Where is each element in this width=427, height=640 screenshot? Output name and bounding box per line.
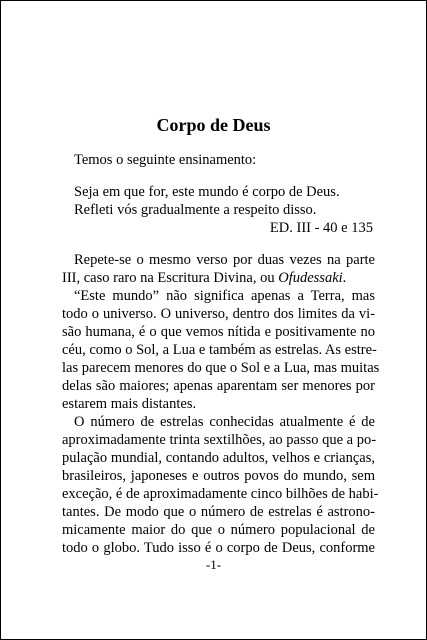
- body-line-text: III, caso raro na Escritura Divina, ou: [62, 270, 279, 286]
- chapter-title: Corpo de Deus: [156, 115, 271, 135]
- body-line: tantes. De modo que o número de estrelas é astrono-: [62, 504, 375, 520]
- intro-line: Temos o seguinte ensinamento:: [74, 152, 257, 168]
- body-line: O número de estrelas conhecidas atualmente é de: [74, 414, 375, 430]
- body-line: pulação mundial, contando adultos, velhos e crianças,: [62, 450, 375, 466]
- body-line: “Este mundo” não significa apenas a Terra, mas: [74, 288, 375, 304]
- quote-reference: ED. III - 40 e 135: [269, 220, 373, 236]
- body-line: estarem mais distantes.: [62, 396, 197, 412]
- body-line: aproximadamente trinta sextilhões, ao passo que a po-: [62, 432, 377, 448]
- italic-term: Ofudessaki: [278, 270, 343, 286]
- body-line: las parecem menores do que o Sol e a Lua, mas muitas: [62, 360, 380, 376]
- body-line: micamente maior do que o número populacional de: [62, 522, 375, 538]
- body-line: exceção, é de aproximadamente cinco bilhões de habi-: [62, 486, 379, 502]
- body-line: brasileiros, japoneses e outros povos do mundo, sem: [62, 468, 375, 484]
- page-number: -1-: [205, 557, 222, 572]
- body-line: todo o universo. O universo, dentro dos limites da vi-: [62, 306, 375, 322]
- body-line: Repete-se o mesmo verso por duas vezes na parte: [74, 252, 375, 268]
- body-line: todo o globo. Tudo isso é o corpo de Deus, conforme: [62, 540, 375, 556]
- quote-line-1: Seja em que for, este mundo é corpo de Deus.: [74, 184, 340, 200]
- body-line: são humana, é o que vemos nítida e positivamente no: [62, 324, 375, 340]
- body-line: delas são maiores; apenas aparentam ser menores por: [62, 378, 375, 394]
- quote-line-2: Refleti vós gradualmente a respeito disso.: [74, 202, 317, 218]
- body-line-with-italic: [62, 269, 346, 287]
- body-line: céu, como o Sol, a Lua e também as estrelas. As estre-: [62, 342, 377, 358]
- italic-term-suffix: .: [342, 270, 347, 286]
